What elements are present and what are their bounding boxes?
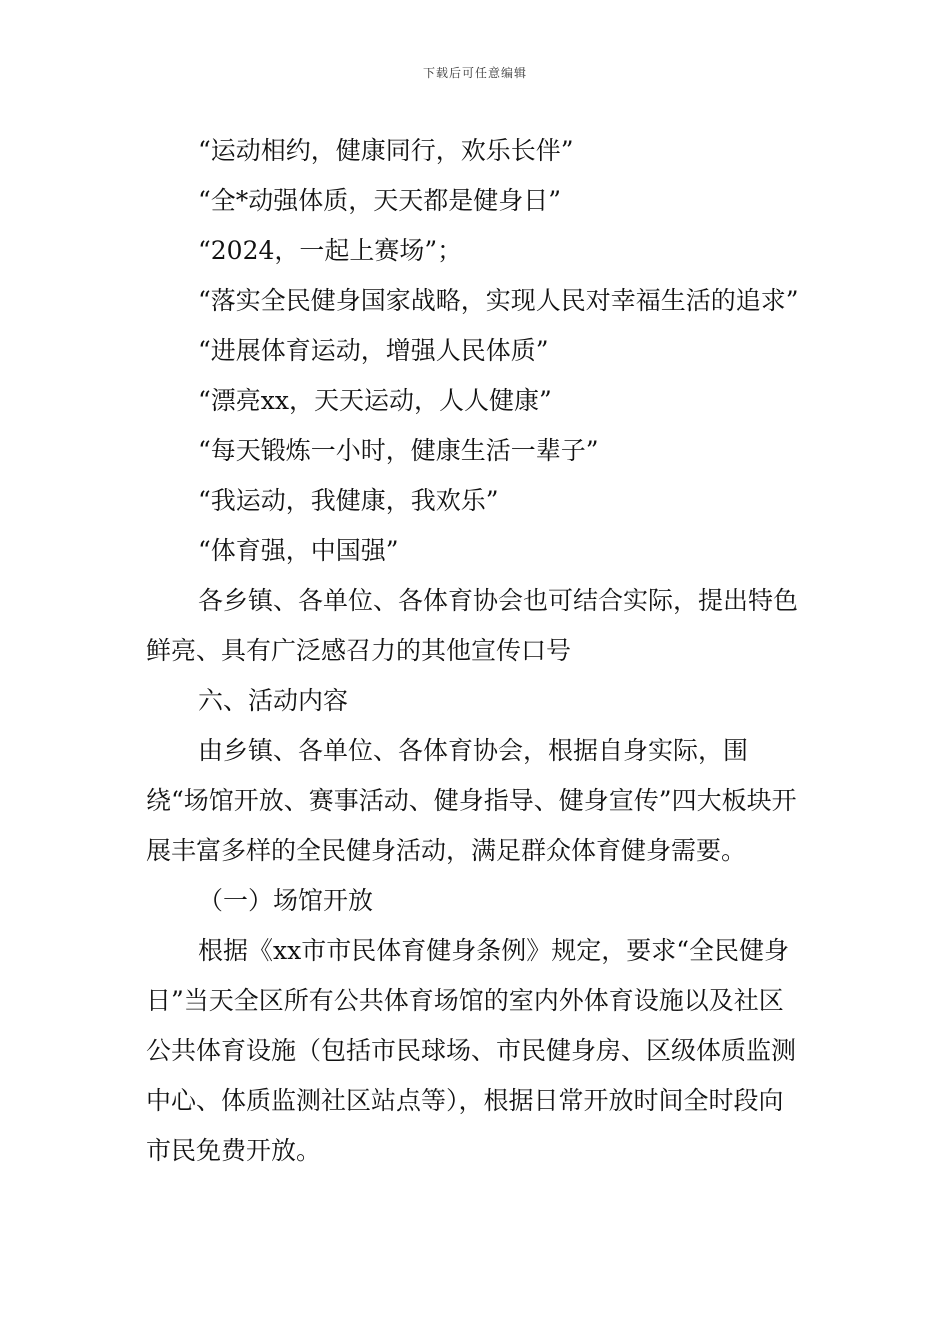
section-title: 六、活动内容 bbox=[198, 686, 349, 715]
subsection-title: （一）场馆开放 bbox=[198, 886, 374, 915]
slogan-line: “进展体育运动，增强人民体质” bbox=[198, 336, 549, 365]
page-header: 下载后可任意编辑 bbox=[422, 66, 527, 80]
slogan-line: “体育强，中国强” bbox=[198, 536, 399, 565]
document-body bbox=[146, 126, 808, 1176]
slogan-line: “漂亮xx，天天运动，人人健康” bbox=[198, 386, 552, 415]
paragraph-activity-content: 由乡镇、各单位、各体育协会，根据自身实际，围绕“场馆开放、赛事活动、健身指导、健身宣传”四大板块开展丰富多样的全民健身活动，满足群众体育健身需要。 bbox=[146, 736, 797, 865]
slogan-line: “我运动，我健康，我欢乐” bbox=[198, 486, 499, 515]
slogan-long: “落实全民健身国家战略，实现人民对幸福生活的追求” bbox=[198, 286, 799, 315]
paragraph-slogan-note: 各乡镇、各单位、各体育协会也可结合实际，提出特色鲜亮、具有广泛感召力的其他宣传口号 bbox=[146, 586, 799, 665]
slogan-line: “2024，一起上赛场”； bbox=[198, 236, 463, 265]
paragraph-venue-opening: 根据《xx市市民体育健身条例》规定，要求“全民健身日”当天全区所有公共体育场馆的室内外体育设施以及社区公共体育设施（包括市民球场、市民健身房、区级体质监测中心、体质监测社区站点等），根据日常开放时间全时段向市民免费开放。 bbox=[146, 936, 797, 1165]
slogan-line: “运动相约，健康同行，欢乐长伴” bbox=[198, 136, 574, 165]
slogan-line: “每天锻炼一小时，健康生活一辈子” bbox=[198, 436, 599, 465]
slogan-line: “全*动强体质，天天都是健身日” bbox=[198, 186, 562, 215]
